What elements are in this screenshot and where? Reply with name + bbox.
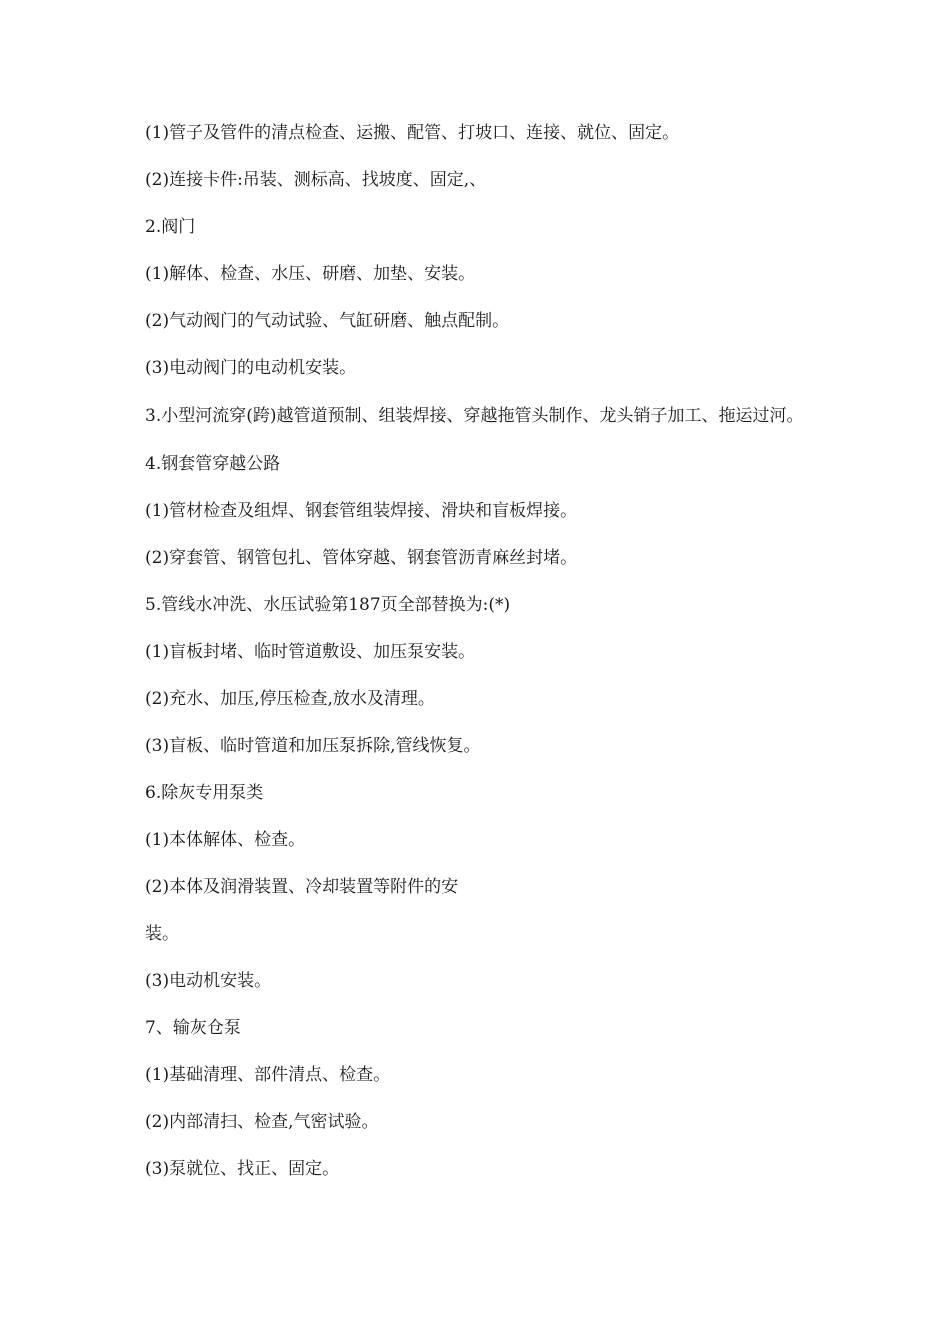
paragraph-water-filling: (2)充水、加压,停压检查,放水及清理。 [145,689,435,709]
paragraph-dismantling: (3)盲板、临时管道和加压泵拆除,管线恢复。 [145,736,481,756]
paragraph-connection-clamps: (2)连接卡件:吊装、测标高、找坡度、固定,、 [145,170,487,190]
paragraph-pump-disassembly: (1)本体解体、检查。 [145,830,306,850]
paragraph-electric-valve: (3)电动阀门的电动机安装。 [145,358,357,378]
heading-steel-casing: 4.钢套管穿越公路 [145,454,281,474]
paragraph-valve-disassembly: (1)解体、检查、水压、研磨、加垫、安装。 [145,264,476,284]
paragraph-pneumatic-valve: (2)气动阀门的气动试验、气缸研磨、触点配制。 [145,311,510,331]
heading-river-crossing: 3.小型河流穿(跨)越管道预制、组装焊接、穿越拖管头制作、龙头销子加工、拖运过河。 [145,406,804,426]
heading-ash-pumps: 6.除灰专用泵类 [145,783,264,803]
paragraph-pump-accessories: (2)本体及润滑装置、冷却装置等附件的安 [145,877,459,897]
heading-ash-silo-pump: 7、输灰仓泵 [145,1018,241,1038]
heading-flushing-pressure-test: 5.管线水冲洗、水压试验第187页全部替换为:(*) [145,595,511,615]
paragraph-pump-accessories-cont: 装。 [145,924,179,944]
paragraph-pipe-inspection: (1)管子及管件的清点检查、运搬、配管、打坡口、连接、就位、固定。 [145,123,680,143]
paragraph-casing-crossing: (2)穿套管、钢管包扎、管体穿越、钢套管沥青麻丝封堵。 [145,548,578,568]
paragraph-blind-plate-sealing: (1)盲板封堵、临时管道敷设、加压泵安装。 [145,642,476,662]
paragraph-pump-positioning: (3)泵就位、找正、固定。 [145,1159,340,1179]
paragraph-internal-cleaning: (2)内部清扫、检查,气密试验。 [145,1112,379,1132]
heading-valves: 2.阀门 [145,217,196,237]
paragraph-motor-install: (3)电动机安装。 [145,971,272,991]
paragraph-foundation-cleaning: (1)基础清理、部件清点、检查。 [145,1065,391,1085]
paragraph-casing-welding: (1)管材检查及组焊、钢套管组装焊接、滑块和盲板焊接。 [145,501,578,521]
document-body [145,121,805,1204]
